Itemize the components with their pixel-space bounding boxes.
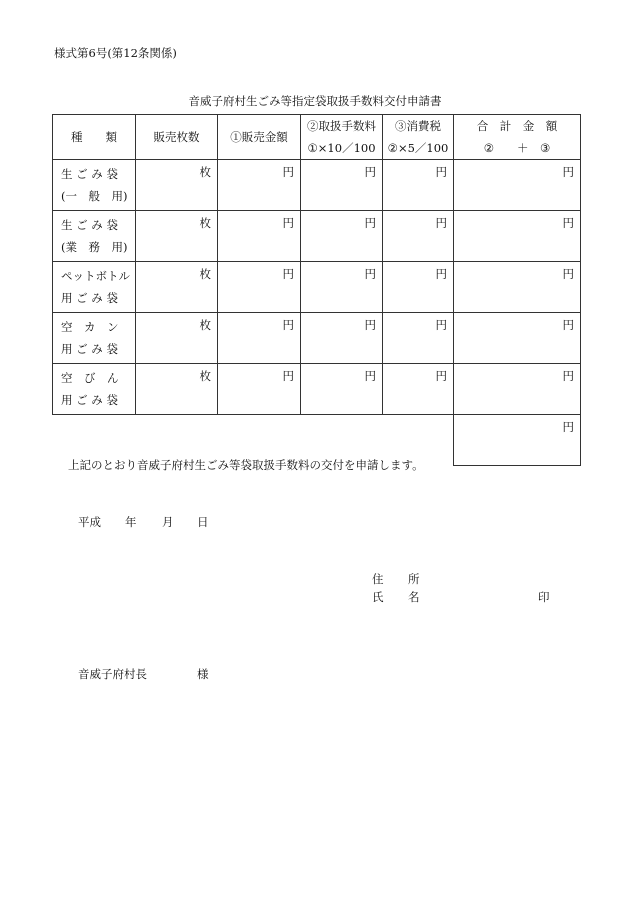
header-sales-count: 販売枚数: [136, 115, 218, 160]
handling-fee-cell[interactable]: 円: [301, 160, 383, 211]
handling-fee-cell[interactable]: 円: [301, 211, 383, 262]
header-total-amount: 合 計 金 額 ② ＋ ③: [454, 115, 581, 160]
sales-amount-cell[interactable]: 円: [218, 211, 301, 262]
table-row: [53, 211, 581, 262]
fee-table: [52, 114, 581, 466]
sales-amount-cell[interactable]: 円: [218, 364, 301, 415]
addressee-name: 音威子府村長: [78, 667, 147, 681]
table-row: [53, 364, 581, 415]
total-cell[interactable]: 円: [454, 211, 581, 262]
tax-cell[interactable]: 円: [383, 313, 454, 364]
sales-amount-cell[interactable]: 円: [218, 262, 301, 313]
tax-cell[interactable]: 円: [383, 211, 454, 262]
count-input-cell[interactable]: 枚: [136, 262, 218, 313]
sales-amount-cell[interactable]: 円: [218, 160, 301, 211]
form-number: 様式第6号(第12条関係): [54, 46, 177, 60]
name-label-2: 名: [408, 590, 420, 604]
total-cell[interactable]: 円: [454, 160, 581, 211]
sales-amount-cell[interactable]: 円: [218, 313, 301, 364]
kind-cell: 生 ご み 袋 (一 般 用): [53, 160, 136, 211]
grand-total-cell[interactable]: 円: [454, 415, 581, 466]
kind-cell: 空 び ん 用 ご み 袋: [53, 364, 136, 415]
application-statement: 上記のとおり音威子府村生ごみ等袋取扱手数料の交付を申請します。: [68, 458, 424, 472]
header-sales-amount: ①販売金額: [218, 115, 301, 160]
document-title: 音威子府村生ごみ等指定袋取扱手数料交付申請書: [188, 94, 442, 108]
tax-cell[interactable]: 円: [383, 160, 454, 211]
date-month-label: 月: [162, 515, 174, 529]
count-input-cell[interactable]: 枚: [136, 211, 218, 262]
addressee-honorific: 様: [197, 667, 209, 681]
handling-fee-cell[interactable]: 円: [301, 313, 383, 364]
header-handling-fee: ②取扱手数料 ①×10／100: [301, 115, 383, 160]
total-cell[interactable]: 円: [454, 313, 581, 364]
count-input-cell[interactable]: 枚: [136, 160, 218, 211]
table-row: [53, 160, 581, 211]
kind-cell: 生 ご み 袋 (業 務 用): [53, 211, 136, 262]
tax-cell[interactable]: 円: [383, 364, 454, 415]
count-input-cell[interactable]: 枚: [136, 364, 218, 415]
count-input-cell[interactable]: 枚: [136, 313, 218, 364]
table-row: [53, 313, 581, 364]
table-row: [53, 262, 581, 313]
address-label-1: 住: [372, 572, 384, 586]
seal-mark: 印: [538, 590, 550, 604]
kind-cell: 空 カ ン 用 ご み 袋: [53, 313, 136, 364]
date-day-label: 日: [197, 515, 209, 529]
date-era: 平成: [78, 515, 101, 529]
address-label-2: 所: [408, 572, 420, 586]
handling-fee-cell[interactable]: 円: [301, 364, 383, 415]
total-cell[interactable]: 円: [454, 364, 581, 415]
handling-fee-cell[interactable]: 円: [301, 262, 383, 313]
total-cell[interactable]: 円: [454, 262, 581, 313]
name-label-1: 氏: [372, 590, 384, 604]
header-consumption-tax: ③消費税 ②×5／100: [383, 115, 454, 160]
header-kind: 種 類: [53, 115, 136, 160]
table-header-row: [53, 115, 581, 160]
date-year-label: 年: [125, 515, 137, 529]
tax-cell[interactable]: 円: [383, 262, 454, 313]
kind-cell: ペットボトル 用 ご み 袋: [53, 262, 136, 313]
